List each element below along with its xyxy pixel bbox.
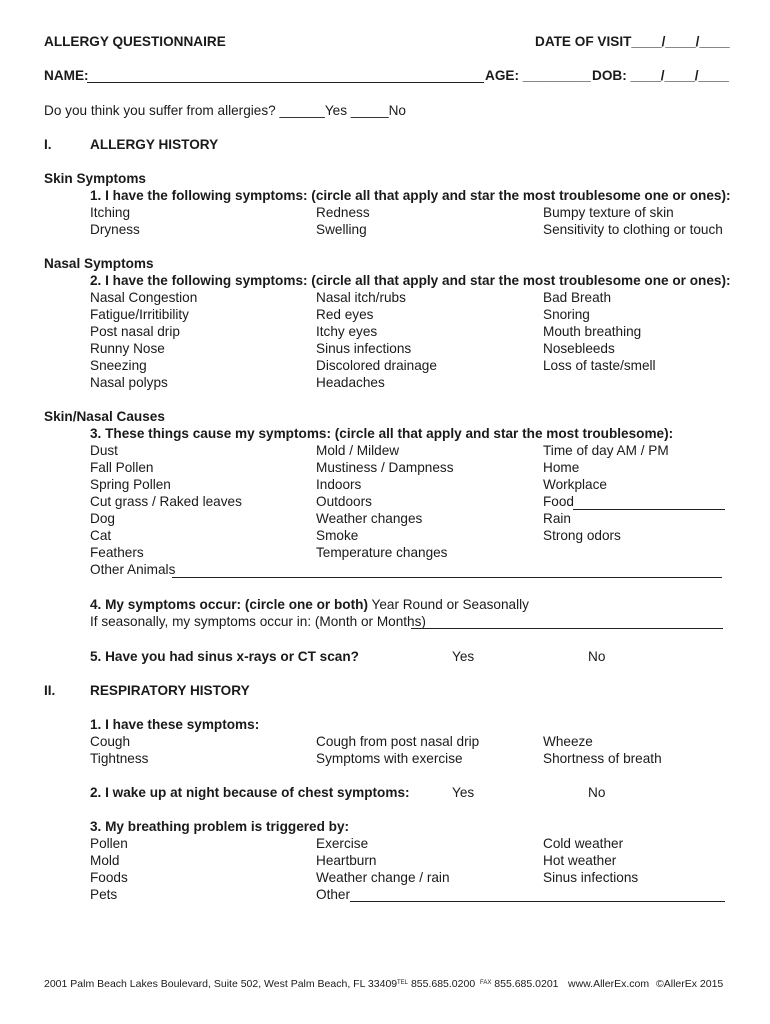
causes-heading: Skin/Nasal Causes <box>44 409 165 424</box>
resp-q2-question: 2. I wake up at night because of chest symptoms: <box>90 785 410 800</box>
option[interactable]: Mouth breathing <box>543 324 642 339</box>
section-1-title: ALLERGY HISTORY <box>90 137 219 152</box>
nasal-symptoms-heading: Nasal Symptoms <box>44 256 154 271</box>
q4-seasonal-label: If seasonally, my symptoms occur in: (Month or Months) <box>90 614 426 629</box>
option[interactable]: Redness <box>316 205 370 220</box>
name-input-line[interactable] <box>87 82 484 83</box>
option[interactable]: Runny Nose <box>90 341 165 356</box>
option[interactable]: Weather changes <box>316 511 423 526</box>
option[interactable]: Nasal Congestion <box>90 290 198 305</box>
option[interactable]: Rain <box>543 511 571 526</box>
q5-yes-option[interactable]: Yes <box>452 649 475 664</box>
option[interactable]: Indoors <box>316 477 362 492</box>
seasonal-months-input-line[interactable] <box>411 628 723 629</box>
option[interactable]: Home <box>543 460 580 475</box>
option[interactable]: Hot weather <box>543 853 617 868</box>
q4-options[interactable]: Year Round or Seasonally <box>367 597 529 612</box>
option[interactable]: Loss of taste/smell <box>543 358 656 373</box>
q5-no-option[interactable]: No <box>588 649 606 664</box>
option[interactable]: Shortness of breath <box>543 751 662 766</box>
option[interactable]: Weather change / rain <box>316 870 450 885</box>
option[interactable]: Pollen <box>90 836 128 851</box>
footer-address: 2001 Palm Beach Lakes Boulevard, Suite 502, West Palm Beach, FL 33409 <box>44 978 398 990</box>
option[interactable]: Mold <box>90 853 120 868</box>
date-of-visit-label[interactable]: DATE OF VISIT____/____/____ <box>535 34 730 49</box>
option[interactable]: Cough <box>90 734 131 749</box>
name-label: NAME: <box>44 68 89 83</box>
option[interactable]: Foods <box>90 870 128 885</box>
skin-question: 1. I have the following symptoms: (circle all that apply and star the most troublesome one or ones): <box>90 188 731 203</box>
option[interactable]: Heartburn <box>316 853 377 868</box>
option[interactable]: Food <box>543 494 574 509</box>
option[interactable]: Wheeze <box>543 734 593 749</box>
footer-phone <box>397 976 475 992</box>
q4-symptoms-occur[interactable] <box>90 597 529 613</box>
option[interactable]: Itchy eyes <box>316 324 378 339</box>
option[interactable]: Temperature changes <box>316 545 448 560</box>
option[interactable]: Fatigue/Irritibility <box>90 307 189 322</box>
option[interactable]: Bumpy texture of skin <box>543 205 674 220</box>
option[interactable]: Workplace <box>543 477 607 492</box>
option[interactable]: Fall Pollen <box>90 460 154 475</box>
option[interactable]: Sinus infections <box>543 870 639 885</box>
option[interactable]: Snoring <box>543 307 590 322</box>
option[interactable]: Cut grass / Raked leaves <box>90 494 242 509</box>
option[interactable]: Smoke <box>316 528 359 543</box>
nasal-question: 2. I have the following symptoms: (circle all that apply and star the most troublesome one or ones): <box>90 273 731 288</box>
option[interactable]: Time of day AM / PM <box>543 443 669 458</box>
section-2-number: II. <box>44 683 56 698</box>
option[interactable]: Cough from post nasal drip <box>316 734 480 749</box>
q5-question: 5. Have you had sinus x-rays or CT scan? <box>90 649 359 664</box>
form-title: ALLERGY QUESTIONNAIRE <box>44 34 226 49</box>
tel-number: 855.685.0200 <box>410 978 476 990</box>
option[interactable]: Strong odors <box>543 528 621 543</box>
option[interactable]: Symptoms with exercise <box>316 751 463 766</box>
allergy-question[interactable]: Do you think you suffer from allergies? ______Yes _____No <box>44 103 406 118</box>
option[interactable]: Tightness <box>90 751 149 766</box>
option[interactable]: Spring Pollen <box>90 477 171 492</box>
option[interactable]: Cat <box>90 528 112 543</box>
resp-q3-question: 3. My breathing problem is triggered by: <box>90 819 350 834</box>
option[interactable]: Swelling <box>316 222 367 237</box>
option[interactable]: Headaches <box>316 375 385 390</box>
causes-question: 3. These things cause my symptoms: (circle all that apply and star the most troublesome): <box>90 426 674 441</box>
resp-q2-yes-option[interactable]: Yes <box>452 785 475 800</box>
option[interactable]: Dog <box>90 511 115 526</box>
option[interactable]: Cold weather <box>543 836 624 851</box>
fax-label: FAX <box>480 980 492 986</box>
option[interactable]: Nasal itch/rubs <box>316 290 406 305</box>
option[interactable]: Mustiness / Dampness <box>316 460 454 475</box>
option[interactable]: Mold / Mildew <box>316 443 400 458</box>
food-input-line[interactable] <box>573 509 725 510</box>
other-animals-input-line[interactable] <box>172 577 722 578</box>
q4-question: 4. My symptoms occur: (circle one or both) <box>90 597 368 612</box>
other-trigger-label: Other <box>316 887 350 902</box>
other-animals-label: Other Animals <box>90 562 176 577</box>
option[interactable]: Exercise <box>316 836 369 851</box>
option[interactable]: Discolored drainage <box>316 358 437 373</box>
option[interactable]: Dryness <box>90 222 140 237</box>
footer-website-link[interactable]: www.AllerEx.com <box>568 978 650 990</box>
fax-number: 855.685.0201 <box>494 978 559 990</box>
option[interactable]: Post nasal drip <box>90 324 180 339</box>
option[interactable]: Feathers <box>90 545 144 560</box>
option[interactable]: Pets <box>90 887 118 902</box>
footer-fax <box>480 976 559 992</box>
option[interactable]: Sinus infections <box>316 341 412 356</box>
option[interactable]: Itching <box>90 205 131 220</box>
option[interactable]: Red eyes <box>316 307 374 322</box>
footer-copyright: ©AllerEx 2015 <box>656 978 724 990</box>
dob-label[interactable]: DOB: ____/____/____ <box>592 68 729 83</box>
option[interactable]: Nasal polyps <box>90 375 168 390</box>
resp-q2-no-option[interactable]: No <box>588 785 606 800</box>
option[interactable]: Bad Breath <box>543 290 612 305</box>
option[interactable]: Sensitivity to clothing or touch <box>543 222 723 237</box>
option[interactable]: Sneezing <box>90 358 147 373</box>
skin-symptoms-heading: Skin Symptoms <box>44 171 146 186</box>
other-trigger-input-line[interactable] <box>350 901 725 902</box>
resp-q1-question: 1. I have these symptoms: <box>90 717 260 732</box>
option[interactable]: Outdoors <box>316 494 372 509</box>
section-1-number: I. <box>44 137 52 152</box>
option[interactable]: Nosebleeds <box>543 341 615 356</box>
tel-label: TEL <box>397 980 409 986</box>
section-2-title: RESPIRATORY HISTORY <box>90 683 250 698</box>
option[interactable]: Dust <box>90 443 118 458</box>
age-label[interactable]: AGE: _________ <box>485 68 591 83</box>
